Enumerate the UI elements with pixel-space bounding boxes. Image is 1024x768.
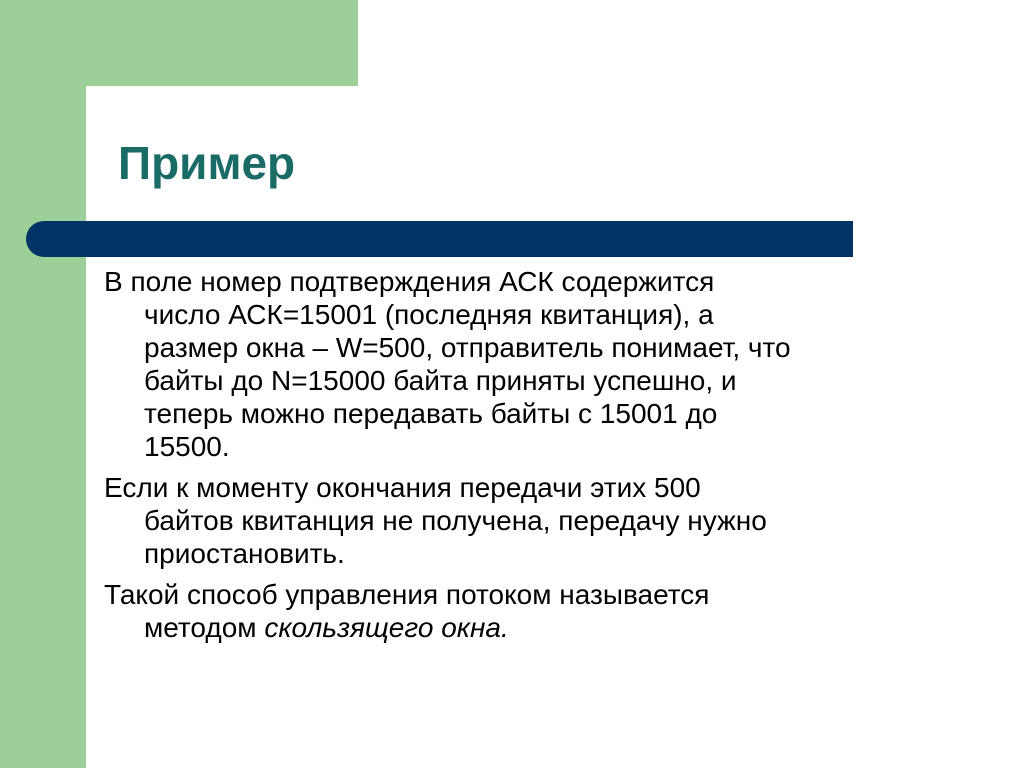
body-paragraph-3-text: Такой способ управления потоком называется методом (104, 579, 710, 643)
body-paragraph-3-emphasis: скользящего окна. (264, 612, 509, 643)
body-paragraph-3 (104, 578, 984, 644)
body-paragraph-1: В поле номер подтверждения АСК содержится число АСК=15001 (последняя квитанция), а размер окна – W=500, отправитель понимает, что байты до N=15000 байта приняты успешно, и теперь можно передавать байты с 15001 до 15500. (104, 266, 791, 462)
title-underline-bar (26, 221, 853, 257)
slide-title: Пример (118, 137, 296, 189)
green-left-decoration (0, 0, 86, 768)
body-paragraph-2: Если к моменту окончания передачи этих 500 байтов квитанция не получена, передачу нужно приостановить. (104, 472, 767, 569)
green-top-decoration (0, 0, 358, 86)
slide-body (104, 265, 984, 652)
